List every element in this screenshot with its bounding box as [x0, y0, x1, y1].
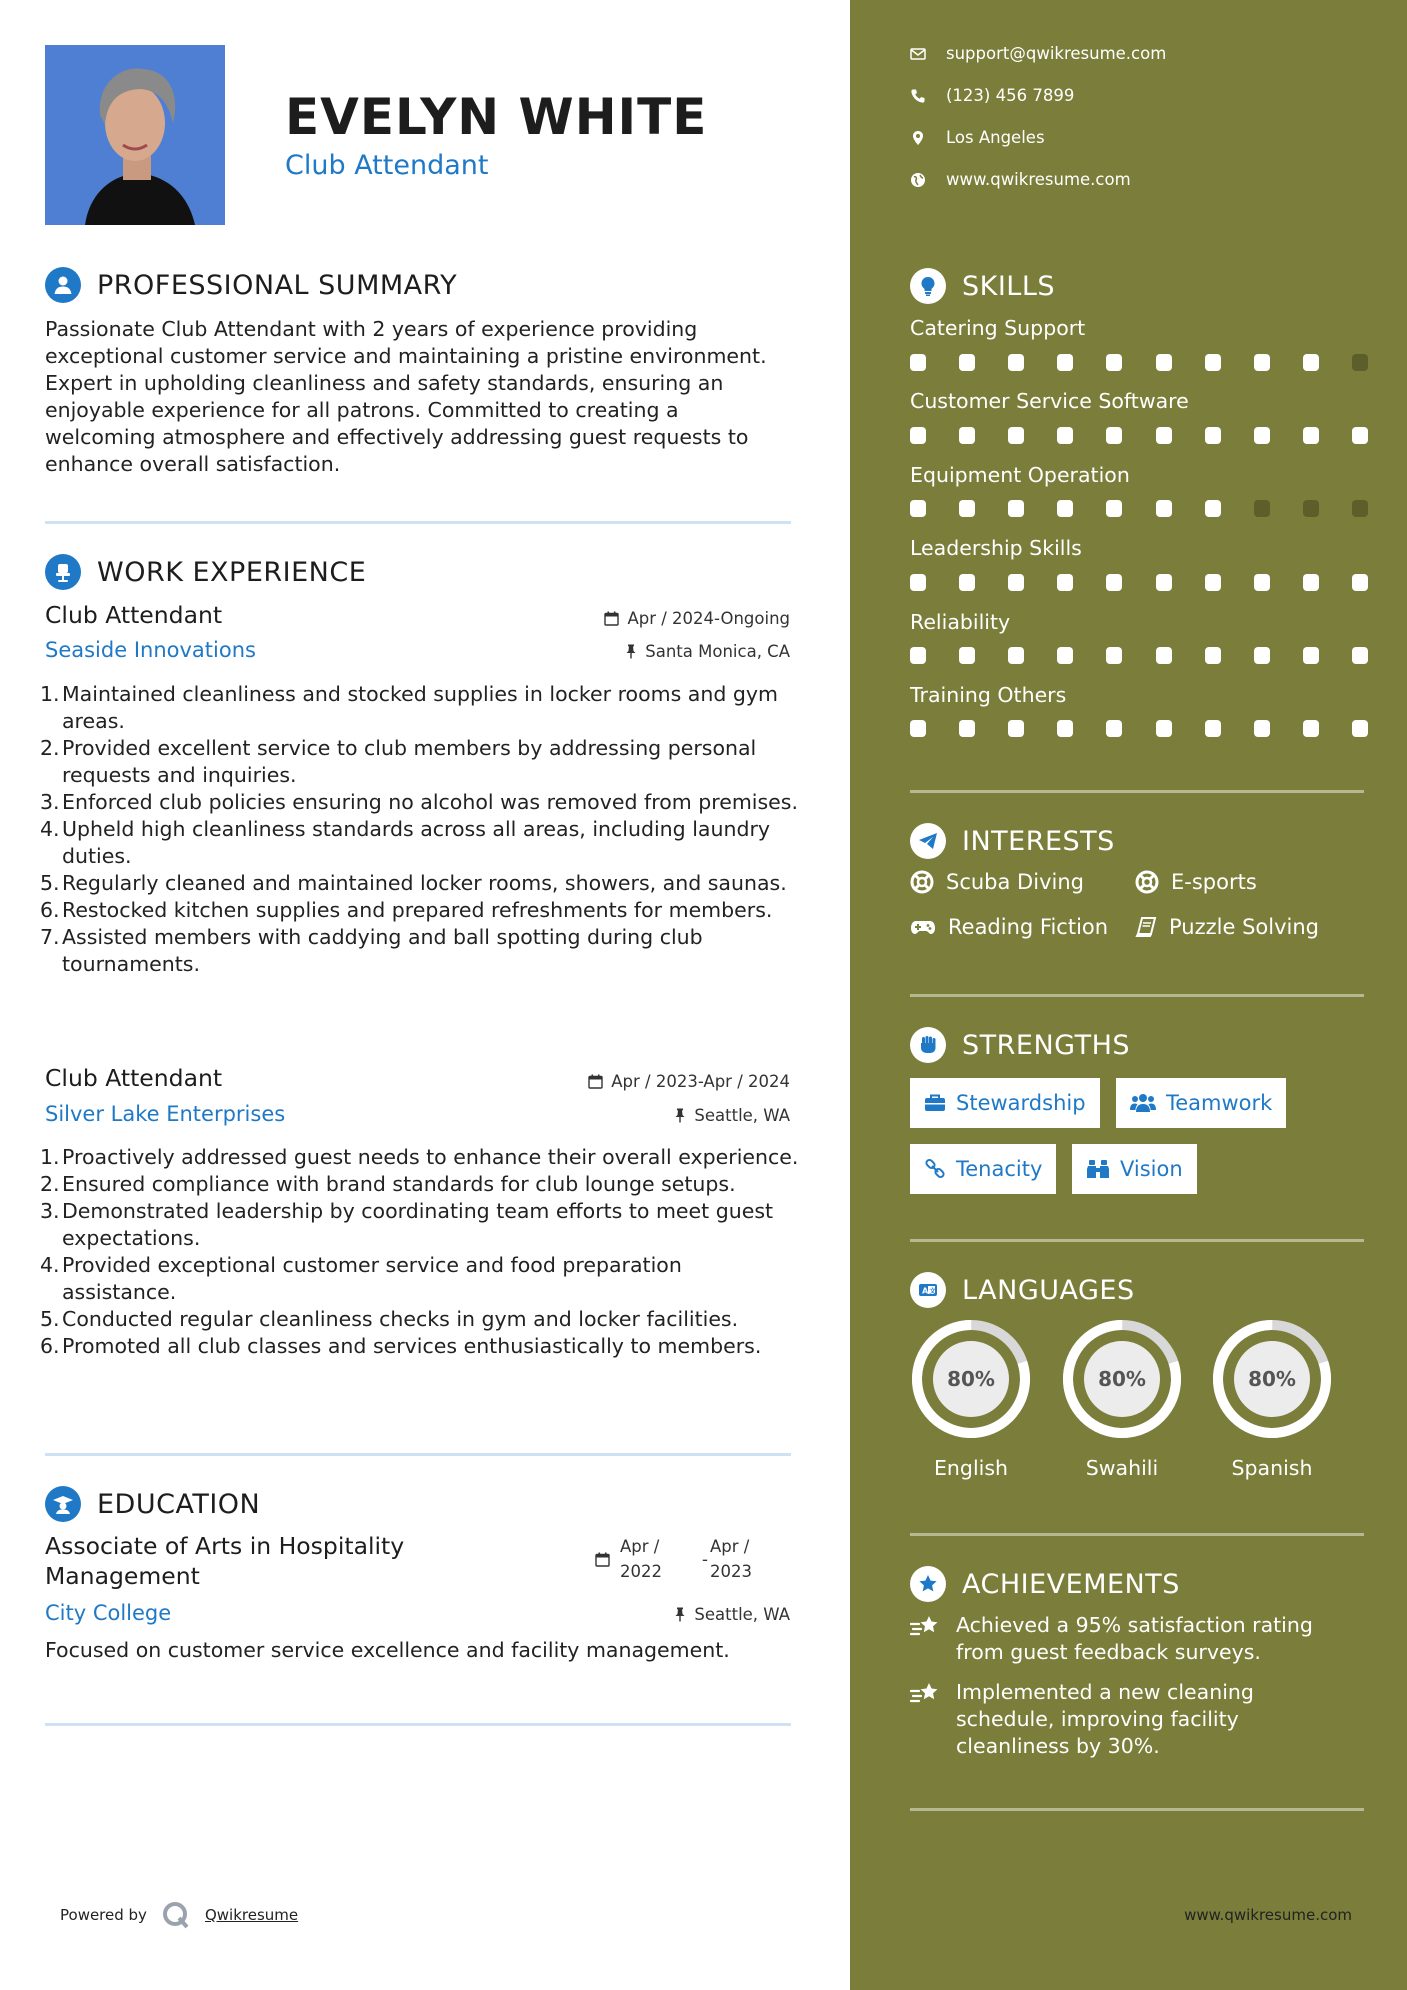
skill-dot-filled: [1156, 647, 1172, 664]
language-name: Swahili: [1085, 1456, 1159, 1480]
skill-dot-filled: [1057, 427, 1073, 444]
list-item: 1. Maintained cleanliness and stocked supplies in locker rooms and gym areas.: [40, 682, 779, 733]
phone-text: (123) 456 7899: [946, 86, 1075, 105]
language-percent: 80%: [947, 1367, 995, 1391]
skill-dot-filled: [1303, 427, 1319, 444]
skill-dot-filled: [1303, 720, 1319, 737]
skill-dot-filled: [1057, 647, 1073, 664]
skills-heading: SKILLS: [962, 270, 1056, 302]
achievement-item: [910, 1612, 1350, 1666]
skills-header: [910, 268, 1055, 304]
language-ring: [1211, 1318, 1333, 1440]
skill-dot-filled: [1156, 354, 1172, 371]
language-item: [910, 1318, 1032, 1480]
language-ring: [910, 1318, 1032, 1440]
languages-heading: LANGUAGES: [962, 1274, 1135, 1306]
strengths-header: [910, 1027, 1130, 1063]
job-title: Club Attendant: [45, 601, 223, 629]
users-icon: [1130, 1093, 1156, 1113]
list-item: 5. Regularly cleaned and maintained locker rooms, showers, and saunas.: [40, 871, 787, 895]
list-item: 2. Ensured compliance with brand standards for club lounge setups.: [40, 1172, 736, 1196]
skill-dot-filled: [1008, 720, 1024, 737]
skill-dot-filled: [910, 647, 926, 664]
skill-dot-filled: [1057, 574, 1073, 591]
divider: [910, 1533, 1364, 1536]
skill-dot-filled: [1205, 720, 1221, 737]
divider: [910, 1808, 1364, 1811]
school-name: City College: [45, 1601, 172, 1625]
skill-dot-filled: [1254, 720, 1270, 737]
achievement-text: Achieved a 95% satisfaction rating from guest feedback surveys.: [956, 1613, 1313, 1664]
skill-name: Catering Support: [910, 316, 1086, 340]
skill-dot-filled: [959, 427, 975, 444]
interests-header: [910, 823, 1115, 859]
strength-label: Teamwork: [1166, 1091, 1273, 1115]
skill-dot-filled: [1303, 574, 1319, 591]
degree-line: Associate of Arts in Hospitality: [45, 1532, 405, 1560]
language-item: [1211, 1318, 1333, 1480]
skill-name: Equipment Operation: [910, 463, 1130, 487]
strength-label: Tenacity: [956, 1157, 1043, 1181]
pin-icon: [625, 644, 637, 659]
list-item: 3. Enforced club policies ensuring no alcohol was removed from premises.: [40, 790, 798, 814]
skill-dot-filled: [1205, 427, 1221, 444]
degree: [45, 1531, 404, 1591]
sidebar: [850, 0, 1407, 1990]
qwikresume-link[interactable]: Qwikresume: [204, 1906, 299, 1924]
list-item: 6. Promoted all club classes and services enthusiastically to members.: [40, 1334, 762, 1358]
list-item: 7. Assisted members with caddying and ball spotting during club tournaments.: [40, 925, 703, 976]
interest-label: Scuba Diving: [946, 870, 1084, 894]
job-title: Club Attendant: [45, 1064, 223, 1092]
contact-phone[interactable]: [910, 86, 1074, 105]
skill-dot-filled: [1352, 647, 1368, 664]
calendar-icon: [588, 1074, 603, 1089]
calendar-icon: [595, 1552, 610, 1567]
skill-level: [910, 427, 1368, 444]
skill-dot-filled: [1303, 354, 1319, 371]
summary-text: Passionate Club Attendant with 2 years of experience providing exceptional customer service and maintaining a pristine environment. Expert in upholding cleanliness and safety standards, ensuring an enjoyable experience for all patrons. Committed to creating a welcoming atmosphere and effectively addressing guest requests to enhance overall satisfaction.: [45, 317, 767, 476]
lifebuoy-icon: [910, 870, 934, 894]
education-dash: -: [702, 1549, 708, 1569]
skill-dot-filled: [1057, 500, 1073, 517]
svg-text:文: 文: [929, 1286, 936, 1295]
job-date: [604, 609, 790, 628]
skill-dot-filled: [1106, 720, 1122, 737]
experience-header: [45, 554, 366, 590]
education-description: Focused on customer service excellence and facility management.: [45, 1638, 730, 1662]
pin-icon: [674, 1108, 686, 1123]
list-item: 5. Conducted regular cleanliness checks in gym and locker facilities.: [40, 1307, 739, 1331]
degree-line: Management: [45, 1562, 200, 1590]
list-item: 2. Provided excellent service to club members by addressing personal requests and inquiries.: [40, 736, 757, 787]
list-item: 3. Demonstrated leadership by coordinating team efforts to meet guest expectations.: [40, 1199, 774, 1250]
footer-url[interactable]: www.qwikresume.com: [1184, 1906, 1352, 1924]
language-name: Spanish: [1231, 1456, 1313, 1480]
shooting-star-icon: [910, 1681, 942, 1707]
job-date: [588, 1072, 790, 1091]
svg-text:A: A: [922, 1286, 929, 1296]
gamepad-icon: [910, 917, 936, 937]
interest-item: [910, 870, 1084, 894]
achievement-item: [910, 1679, 1350, 1760]
skill-dot-filled: [1008, 500, 1024, 517]
email-text: support@qwikresume.com: [946, 44, 1167, 63]
list-item: 4. Provided exceptional customer service and food preparation assistance.: [40, 1253, 682, 1304]
divider: [45, 1723, 791, 1726]
job-duties: [40, 681, 800, 978]
briefcase-icon: [924, 1093, 946, 1113]
interests-heading: INTERESTS: [962, 825, 1115, 857]
phone-icon: [910, 88, 926, 104]
skill-dot-empty: [1254, 500, 1270, 517]
skill-dot-empty: [1303, 500, 1319, 517]
shooting-star-icon: [910, 1614, 942, 1640]
job-location: [625, 642, 790, 661]
skill-dot-filled: [1205, 647, 1221, 664]
language-percent: 80%: [1098, 1367, 1146, 1391]
interest-item: [1135, 870, 1257, 894]
summary-header: [45, 267, 457, 303]
skill-dot-filled: [959, 720, 975, 737]
job-location: [674, 1106, 790, 1125]
interest-item: [910, 915, 1108, 939]
skill-dot-filled: [1106, 574, 1122, 591]
skill-dot-filled: [1106, 354, 1122, 371]
education-location: [674, 1605, 790, 1624]
paper-plane-icon: [910, 823, 946, 859]
job-date-text: Apr / 2024-Ongoing: [627, 609, 790, 628]
envelope-icon: [910, 47, 926, 61]
strength-label: Vision: [1120, 1157, 1183, 1181]
skill-dot-filled: [1156, 427, 1172, 444]
skill-dot-empty: [1352, 500, 1368, 517]
candidate-title: Club Attendant: [285, 150, 489, 181]
strength-label: Stewardship: [956, 1091, 1086, 1115]
job-date-text: Apr / 2023-Apr / 2024: [611, 1072, 790, 1091]
lightbulb-icon: [910, 268, 946, 304]
language-ring: [1061, 1318, 1183, 1440]
skill-dot-filled: [1254, 427, 1270, 444]
skill-dot-filled: [1008, 354, 1024, 371]
summary-heading: PROFESSIONAL SUMMARY: [97, 269, 458, 301]
skill-dot-filled: [1156, 574, 1172, 591]
skill-dot-filled: [1057, 720, 1073, 737]
list-item: 6. Restocked kitchen supplies and prepared refreshments for members.: [40, 898, 773, 922]
translate-icon: [910, 1272, 946, 1308]
skill-dot-filled: [1008, 427, 1024, 444]
job-company: Silver Lake Enterprises: [45, 1102, 286, 1126]
skill-dot-filled: [959, 647, 975, 664]
skill-level: [910, 647, 1368, 664]
skill-dot-filled: [959, 574, 975, 591]
skill-dot-filled: [1352, 720, 1368, 737]
strengths-heading: STRENGTHS: [962, 1029, 1131, 1061]
skill-dot-filled: [1352, 574, 1368, 591]
skill-level: [910, 720, 1368, 737]
skill-dot-filled: [910, 500, 926, 517]
list-item: 1. Proactively addressed guest needs to enhance their overall experience.: [40, 1145, 799, 1169]
website-text: www.qwikresume.com: [946, 170, 1131, 189]
achievements-header: [910, 1566, 1180, 1602]
strength-badge: [910, 1144, 1056, 1194]
globe-icon: [910, 172, 926, 188]
job-location-text: Santa Monica, CA: [645, 642, 790, 661]
skill-name: Training Others: [910, 683, 1067, 707]
skill-level: [910, 354, 1368, 371]
contact-website[interactable]: [910, 170, 1131, 189]
location-text: Los Angeles: [946, 128, 1045, 147]
job-duties: [40, 1144, 800, 1360]
divider: [45, 521, 791, 524]
skill-dot-filled: [910, 427, 926, 444]
skill-dot-filled: [1156, 720, 1172, 737]
skill-dot-filled: [910, 574, 926, 591]
skill-dot-filled: [1156, 500, 1172, 517]
job-location-text: Seattle, WA: [694, 1106, 790, 1125]
achievement-text: Implemented a new cleaning schedule, improving facility cleanliness by 30%.: [956, 1680, 1254, 1758]
chair-icon: [45, 554, 81, 590]
star-badge-icon: [910, 1566, 946, 1602]
skill-dot-filled: [1106, 647, 1122, 664]
skill-dot-filled: [910, 354, 926, 371]
skill-dot-filled: [1254, 647, 1270, 664]
skill-dot-filled: [1057, 354, 1073, 371]
skill-dot-filled: [1205, 500, 1221, 517]
language-name: English: [933, 1456, 1009, 1480]
skill-dot-filled: [1303, 647, 1319, 664]
skill-dot-filled: [1106, 427, 1122, 444]
education-heading: EDUCATION: [97, 1488, 261, 1520]
skill-name: Leadership Skills: [910, 536, 1082, 560]
skill-dot-filled: [1205, 354, 1221, 371]
skill-dot-filled: [1008, 574, 1024, 591]
list-item: 4. Upheld high cleanliness standards across all areas, including laundry duties.: [40, 817, 771, 868]
fist-icon: [910, 1027, 946, 1063]
contact-email[interactable]: [910, 44, 1166, 63]
book-icon: [1135, 916, 1157, 938]
skill-name: Customer Service Software: [910, 389, 1189, 413]
interest-label: Reading Fiction: [948, 915, 1109, 939]
divider: [910, 994, 1364, 997]
education-date: [595, 1534, 752, 1584]
skill-name: Reliability: [910, 610, 1011, 634]
achievements-heading: ACHIEVEMENTS: [962, 1568, 1180, 1600]
candidate-name: EVELYN WHITE: [285, 88, 708, 146]
language-percent: 80%: [1248, 1367, 1296, 1391]
skill-dot-empty: [1352, 354, 1368, 371]
lifebuoy-icon: [1135, 870, 1159, 894]
divider: [45, 1453, 791, 1456]
skill-level: [910, 574, 1368, 591]
strength-badge: [1072, 1144, 1197, 1194]
skill-dot-filled: [1352, 427, 1368, 444]
education-start: Apr / 2022: [620, 1537, 662, 1581]
qwikresume-logo-icon: [161, 1900, 191, 1930]
binoculars-icon: [1086, 1159, 1110, 1179]
skill-dot-filled: [959, 500, 975, 517]
location-pin-icon: [910, 130, 926, 146]
education-end: Apr / 2023: [709, 1537, 752, 1581]
skill-level: [910, 500, 1368, 517]
footer-branding: [60, 1900, 298, 1930]
calendar-icon: [604, 611, 619, 626]
skill-dot-filled: [910, 720, 926, 737]
skill-dot-filled: [959, 354, 975, 371]
skill-dot-filled: [1205, 574, 1221, 591]
interest-item: [1135, 915, 1319, 939]
contact-location: [910, 128, 1045, 147]
interest-label: E-sports: [1171, 870, 1257, 894]
languages-header: [910, 1272, 1135, 1308]
job-company: Seaside Innovations: [45, 638, 256, 662]
education-header: [45, 1486, 260, 1522]
skill-dot-filled: [1254, 574, 1270, 591]
strength-badge: [1116, 1078, 1286, 1128]
divider: [910, 790, 1364, 793]
powered-by-label: Powered by: [60, 1906, 147, 1924]
skill-dot-filled: [1106, 500, 1122, 517]
skill-dot-filled: [1254, 354, 1270, 371]
language-item: [1061, 1318, 1183, 1480]
link-icon: [924, 1158, 946, 1180]
interest-label: Puzzle Solving: [1169, 915, 1319, 939]
divider: [910, 1239, 1364, 1242]
strength-badge: [910, 1078, 1100, 1128]
profile-photo: [45, 45, 225, 225]
experience-heading: WORK EXPERIENCE: [97, 556, 367, 588]
user-icon: [45, 267, 81, 303]
skill-dot-filled: [1008, 647, 1024, 664]
pin-icon: [674, 1607, 686, 1622]
graduate-icon: [45, 1486, 81, 1522]
education-location-text: Seattle, WA: [694, 1605, 790, 1624]
